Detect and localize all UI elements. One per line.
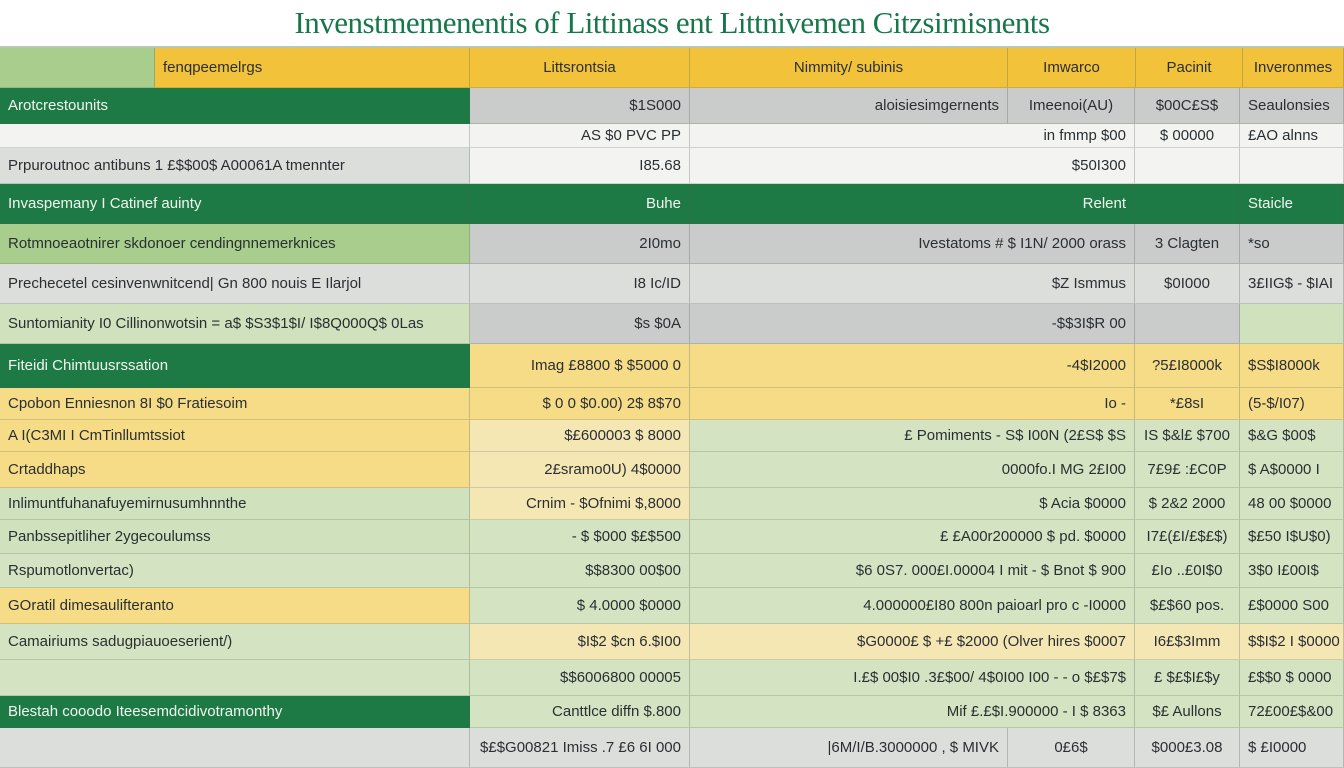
- table-cell: $ 4.0000 $0000: [470, 588, 690, 624]
- row-label: Camairiums sadugpiauoeserient/): [0, 624, 470, 660]
- table-cell: $50I300: [690, 148, 1135, 184]
- table-cell: $Z Ismmus: [690, 264, 1135, 304]
- table-cell: £$$0 $ 0000: [1240, 660, 1344, 696]
- table-cell: Relent: [690, 184, 1135, 224]
- table-cell: [1135, 304, 1240, 344]
- table-cell: in fmmp $00: [690, 124, 1135, 148]
- table-cell: (5-$/I07): [1240, 388, 1344, 420]
- row-label: Inlimuntfuhanafuyemirnusumhnnthe: [0, 488, 470, 520]
- table-cell: aloisiesimgernents: [690, 88, 1008, 124]
- table-cell: Imag £8800 $ $5000 0: [470, 344, 690, 388]
- table-cell: $ 0 0 $0.00) 2$ 8$70: [470, 388, 690, 420]
- table-cell: I85.68: [470, 148, 690, 184]
- table-cell: $ A$0000 I: [1240, 452, 1344, 488]
- row-label: Cpobon Enniesnon 8I $0 Fratiesoim: [0, 388, 470, 420]
- table-cell: $ 2&2 2000: [1135, 488, 1240, 520]
- table-cell: Buhe: [470, 184, 690, 224]
- column-header: Imwarco: [1008, 48, 1136, 88]
- table-cell: [1135, 148, 1240, 184]
- table-cell: 72£00£$&00: [1240, 696, 1344, 728]
- column-header: Pacinit: [1136, 48, 1243, 88]
- table-cell: 3$0 I£00I$: [1240, 554, 1344, 588]
- investment-table: [0, 48, 1344, 768]
- table-cell: $&G $00$: [1240, 420, 1344, 452]
- table-cell: I7£(£I/£$£$): [1135, 520, 1240, 554]
- row-label: GOratil dimesaulifteranto: [0, 588, 470, 624]
- table-cell: $I$2 $cn 6.$I00: [470, 624, 690, 660]
- table-cell: ?5£I8000k: [1135, 344, 1240, 388]
- table-cell: £AO alnns: [1240, 124, 1344, 148]
- column-header: Nimmity/ subinis: [690, 48, 1008, 88]
- row-label: Suntomianity I0 Cillinonwotsin = a$ $S3$1$I/ I$8Q000Q$ 0Las: [0, 304, 470, 344]
- table-cell: Staicle: [1240, 184, 1344, 224]
- table-cell: £ Pomiments - S$ I00N (2£S$ $S: [690, 420, 1135, 452]
- table-cell: £ £A00r200000 $ pd. $0000: [690, 520, 1135, 554]
- table-cell: [1240, 148, 1344, 184]
- page-title: Invenstmemenentis of Littinass ent Littnivemen Citzsirnisnents: [0, 0, 1344, 48]
- table-cell: $£$60 pos.: [1135, 588, 1240, 624]
- table-cell: $ Acia $0000: [690, 488, 1135, 520]
- table-cell: I8 Ic/ID: [470, 264, 690, 304]
- table-cell: $0I000: [1135, 264, 1240, 304]
- table-cell: 4.000000£I80 800n paioarl pro c -I0000: [690, 588, 1135, 624]
- column-header: [0, 48, 155, 88]
- table-cell: 0£6$: [1008, 728, 1135, 768]
- row-label: Panbssepitliher 2ygecoulumss: [0, 520, 470, 554]
- table-cell: $00C£S$: [1135, 88, 1240, 124]
- table-cell: 0000fo.I MG 2£I00: [690, 452, 1135, 488]
- table-cell: $$8300 00$00: [470, 554, 690, 588]
- table-cell: 48 00 $0000: [1240, 488, 1344, 520]
- table-cell: I6£$3Imm: [1135, 624, 1240, 660]
- row-label: Prpuroutnoc antibuns 1 £$$00$ A00061A tmennter: [0, 148, 470, 184]
- row-label: [0, 660, 470, 696]
- table-cell: [1135, 184, 1240, 224]
- table-cell: 3£IIG$ - $IAI: [1240, 264, 1344, 304]
- table-cell: -$$3I$R 00: [690, 304, 1135, 344]
- table-cell: $000£3.08: [1135, 728, 1240, 768]
- table-cell: 2I0mo: [470, 224, 690, 264]
- row-label: Blestah cooodo Iteesemdcidivotramonthy: [0, 696, 470, 728]
- row-label: Arotcrestounits: [0, 88, 470, 124]
- table-cell: 7£9£ :£C0P: [1135, 452, 1240, 488]
- table-cell: Io -: [690, 388, 1135, 420]
- table-cell: *so: [1240, 224, 1344, 264]
- column-header: Littsrontsia: [470, 48, 690, 88]
- table-cell: £ $£$I£$y: [1135, 660, 1240, 696]
- table-cell: £$0000 S00: [1240, 588, 1344, 624]
- table-cell: Ivestatoms # $ I1N/ 2000 orass: [690, 224, 1135, 264]
- table-cell: *£8sI: [1135, 388, 1240, 420]
- table-cell: £Io ..£0I$0: [1135, 554, 1240, 588]
- table-cell: $s $0A: [470, 304, 690, 344]
- table-cell: IS $&l£ $700: [1135, 420, 1240, 452]
- table-cell: |6M/I/B.3000000 , $ MIVK: [690, 728, 1008, 768]
- table-cell: 3 Clagten: [1135, 224, 1240, 264]
- table-cell: Seaulonsies: [1240, 88, 1344, 124]
- table-cell: Crnim - $Ofnimi $,8000: [470, 488, 690, 520]
- table-cell: $£ Aullons: [1135, 696, 1240, 728]
- table-cell: [1240, 304, 1344, 344]
- table-cell: - $ $000 $£$500: [470, 520, 690, 554]
- row-label: Fiteidi Chimtuusrssation: [0, 344, 470, 388]
- table-cell: $ £I0000: [1240, 728, 1344, 768]
- table-cell: $6 0S7. 000£I.00004 I mit - $ Bnot $ 900: [690, 554, 1135, 588]
- row-label: Rotmnoeaotnirer skdonoer cendingnnemerknices: [0, 224, 470, 264]
- table-cell: Imeenoi(AU): [1008, 88, 1135, 124]
- table-cell: Mif £.£$I.900000 - I $ 8363: [690, 696, 1135, 728]
- table-cell: $G0000£ $ +£ $2000 (Olver hires $0007: [690, 624, 1135, 660]
- table-cell: $$6006800 00005: [470, 660, 690, 696]
- table-cell: $£50 I$U$0): [1240, 520, 1344, 554]
- table-cell: AS $0 PVC PP: [470, 124, 690, 148]
- row-label: Invaspemany I Catinef auinty: [0, 184, 470, 224]
- table-cell: $$I$2 I $0000: [1240, 624, 1344, 660]
- row-label: Rspumotlonvertac): [0, 554, 470, 588]
- table-cell: $£600003 $ 8000: [470, 420, 690, 452]
- row-label: Crtaddhaps: [0, 452, 470, 488]
- table-cell: Canttlce diffn $.800: [470, 696, 690, 728]
- table-cell: $ 00000: [1135, 124, 1240, 148]
- table-cell: 2£sramo0U) 4$0000: [470, 452, 690, 488]
- row-label: [0, 124, 470, 148]
- row-label: [0, 728, 470, 768]
- table-cell: $1S000: [470, 88, 690, 124]
- table-cell: I.£$ 00$I0 .3£$00/ 4$0I00 I00 - - o $£$7$: [690, 660, 1135, 696]
- column-header: Inveronmes: [1243, 48, 1344, 88]
- table-cell: $£$G00821 Imiss .7 £6 6I 000: [470, 728, 690, 768]
- column-header: fenqpeemelrgs: [155, 48, 470, 88]
- table-cell: $S$I8000k: [1240, 344, 1344, 388]
- row-label: Prechecetel cesinvenwnitcend| Gn 800 nouis E Ilarjol: [0, 264, 470, 304]
- table-cell: -4$I2000: [690, 344, 1135, 388]
- row-label: A I(C3MI I CmTinllumtssiot: [0, 420, 470, 452]
